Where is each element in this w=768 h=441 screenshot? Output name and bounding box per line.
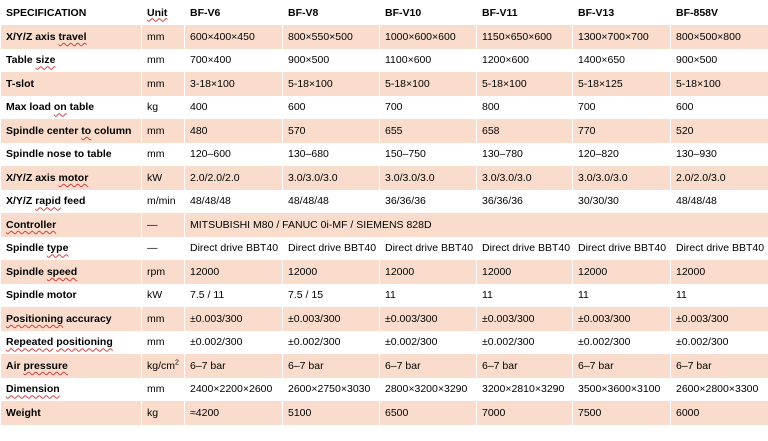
value-cell: ±0.003/300 <box>380 307 477 331</box>
table-row <box>1 378 768 402</box>
value-cell: 655 <box>380 119 477 143</box>
header-model: BF-V13 <box>573 0 671 25</box>
table-row <box>1 354 768 378</box>
value-cell: 3500×3600×3100 <box>573 378 671 402</box>
table-row <box>1 96 768 120</box>
value-cell: 600 <box>283 96 380 120</box>
value-cell: 7.5 / 15 <box>283 284 380 308</box>
value-cell: 12000 <box>671 260 768 284</box>
header-model: BF-V11 <box>477 0 573 25</box>
value-cell: ±0.002/300 <box>477 331 573 355</box>
value-cell: 11 <box>477 284 573 308</box>
value-cell: Direct drive BBT40 <box>573 237 671 261</box>
value-cell: 120–600 <box>185 143 283 167</box>
value-cell: 12000 <box>380 260 477 284</box>
unit-cell: mm <box>142 307 185 331</box>
value-cell: 2600×2750×3030 <box>283 378 380 402</box>
spec-name-cell: X/Y/Z axis motor <box>1 166 142 190</box>
value-cell: ±0.003/300 <box>671 307 768 331</box>
value-cell: 2.0/2.0/3.0 <box>671 166 768 190</box>
spec-name-cell: Max load on table <box>1 96 142 120</box>
value-cell: 150–750 <box>380 143 477 167</box>
table-header <box>1 0 768 25</box>
value-cell: 12000 <box>573 260 671 284</box>
header-unit: Unit <box>142 0 185 25</box>
unit-cell: mm <box>142 331 185 355</box>
unit-cell: m/min <box>142 190 185 214</box>
spec-name-cell: Dimension <box>1 378 142 402</box>
value-cell: 48/48/48 <box>283 190 380 214</box>
unit-cell: mm <box>142 49 185 73</box>
value-cell: 130–930 <box>671 143 768 167</box>
value-cell: 5100 <box>283 401 380 425</box>
unit-cell: — <box>142 237 185 261</box>
value-cell: 3.0/3.0/3.0 <box>477 166 573 190</box>
value-cell: 400 <box>185 96 283 120</box>
spec-name-cell: Weight <box>1 401 142 425</box>
value-cell: 5-18×125 <box>573 72 671 96</box>
spec-name-cell: Spindle center to column <box>1 119 142 143</box>
value-cell: 1000×600×600 <box>380 25 477 49</box>
value-cell: ±0.002/300 <box>185 331 283 355</box>
header-row <box>1 0 768 25</box>
spec-name-cell: Positioning accuracy <box>1 307 142 331</box>
value-cell: 700 <box>573 96 671 120</box>
value-cell: ±0.002/300 <box>573 331 671 355</box>
spec-name-cell: Spindle nose to table <box>1 143 142 167</box>
table-row <box>1 190 768 214</box>
spec-name-cell: Repeated positioning <box>1 331 142 355</box>
table-row <box>1 213 768 237</box>
value-cell: 12000 <box>477 260 573 284</box>
header-model: BF-V8 <box>283 0 380 25</box>
unit-cell: mm <box>142 378 185 402</box>
value-cell: 120–820 <box>573 143 671 167</box>
value-cell: 130–780 <box>477 143 573 167</box>
value-cell: 1100×600 <box>380 49 477 73</box>
value-cell: 5-18×100 <box>283 72 380 96</box>
table-row <box>1 72 768 96</box>
unit-cell: mm <box>142 25 185 49</box>
value-cell: ±0.003/300 <box>477 307 573 331</box>
value-cell: Direct drive BBT40 <box>185 237 283 261</box>
value-cell: Direct drive BBT40 <box>477 237 573 261</box>
header-model: BF-V6 <box>185 0 283 25</box>
table-row <box>1 25 768 49</box>
spec-name-cell: Controller <box>1 213 142 237</box>
value-cell: 6–7 bar <box>185 354 283 378</box>
table-row <box>1 143 768 167</box>
value-cell: 770 <box>573 119 671 143</box>
value-cell: 36/36/36 <box>380 190 477 214</box>
value-cell: ±0.002/300 <box>283 331 380 355</box>
header-model: BF-V10 <box>380 0 477 25</box>
value-cell: 600 <box>671 96 768 120</box>
value-cell: 3.0/3.0/3.0 <box>573 166 671 190</box>
value-cell: 658 <box>477 119 573 143</box>
header-specification: SPECIFICATION <box>1 0 142 25</box>
value-cell: 900×500 <box>671 49 768 73</box>
value-cell: 6500 <box>380 401 477 425</box>
value-cell: 5-18×100 <box>380 72 477 96</box>
table-row <box>1 401 768 425</box>
value-cell: 3.0/3.0/3.0 <box>380 166 477 190</box>
value-cell: ±0.003/300 <box>573 307 671 331</box>
value-cell: 36/36/36 <box>477 190 573 214</box>
value-cell: Direct drive BBT40 <box>380 237 477 261</box>
value-cell: 11 <box>573 284 671 308</box>
value-cell: 1200×600 <box>477 49 573 73</box>
spec-name-cell: Air pressure <box>1 354 142 378</box>
value-cell: 5-18×100 <box>477 72 573 96</box>
value-cell: 48/48/48 <box>671 190 768 214</box>
value-cell: 600×400×450 <box>185 25 283 49</box>
unit-cell: rpm <box>142 260 185 284</box>
value-cell: ±0.003/300 <box>283 307 380 331</box>
value-cell: 12000 <box>185 260 283 284</box>
value-cell: ±0.003/300 <box>185 307 283 331</box>
value-cell: ≈4200 <box>185 401 283 425</box>
value-cell: 1300×700×700 <box>573 25 671 49</box>
table-row <box>1 237 768 261</box>
table-row <box>1 49 768 73</box>
value-cell: 7000 <box>477 401 573 425</box>
unit-cell: kW <box>142 166 185 190</box>
unit-cell: mm <box>142 119 185 143</box>
controller-value-cell: MITSUBISHI M80 / FANUC 0i-MF / SIEMENS 828D <box>185 213 768 237</box>
value-cell: 7500 <box>573 401 671 425</box>
value-cell: 30/30/30 <box>573 190 671 214</box>
value-cell: 3200×2810×3290 <box>477 378 573 402</box>
value-cell: 700 <box>380 96 477 120</box>
spec-name-cell: Table size <box>1 49 142 73</box>
value-cell: 520 <box>671 119 768 143</box>
value-cell: Direct drive BBT40 <box>283 237 380 261</box>
spec-name-cell: Spindle speed <box>1 260 142 284</box>
unit-cell: kW <box>142 284 185 308</box>
value-cell: 6–7 bar <box>283 354 380 378</box>
value-cell: ±0.002/300 <box>671 331 768 355</box>
value-cell: 11 <box>671 284 768 308</box>
table-row <box>1 284 768 308</box>
value-cell: 2400×2200×2600 <box>185 378 283 402</box>
value-cell: 12000 <box>283 260 380 284</box>
value-cell: 900×500 <box>283 49 380 73</box>
spec-name-cell: Spindle motor <box>1 284 142 308</box>
unit-superscript: 2 <box>175 359 179 367</box>
value-cell: 800×500×800 <box>671 25 768 49</box>
value-cell: 130–680 <box>283 143 380 167</box>
unit-cell: kg <box>142 401 185 425</box>
header-model: BF-858V <box>671 0 768 25</box>
table-row <box>1 307 768 331</box>
value-cell: 3-18×100 <box>185 72 283 96</box>
table-row <box>1 260 768 284</box>
unit-cell: mm <box>142 72 185 96</box>
table-row <box>1 166 768 190</box>
table-body <box>1 25 768 425</box>
value-cell: 700×400 <box>185 49 283 73</box>
table-row <box>1 119 768 143</box>
value-cell: 480 <box>185 119 283 143</box>
unit-cell: $kg/cm^2$ <box>142 354 185 378</box>
value-cell: 2600×2800×3300 <box>671 378 768 402</box>
value-cell: 11 <box>380 284 477 308</box>
value-cell: 6–7 bar <box>671 354 768 378</box>
value-cell: 6–7 bar <box>477 354 573 378</box>
value-cell: 7.5 / 11 <box>185 284 283 308</box>
table-row <box>1 331 768 355</box>
unit-cell: — <box>142 213 185 237</box>
value-cell: 2800×3200×3290 <box>380 378 477 402</box>
value-cell: 3.0/3.0/3.0 <box>283 166 380 190</box>
value-cell: 570 <box>283 119 380 143</box>
value-cell: 48/48/48 <box>185 190 283 214</box>
value-cell: 800×550×500 <box>283 25 380 49</box>
value-cell: 6–7 bar <box>380 354 477 378</box>
spec-name-cell: T-slot <box>1 72 142 96</box>
spec-name-cell: X/Y/Z axis travel <box>1 25 142 49</box>
value-cell: 1150×650×600 <box>477 25 573 49</box>
value-cell: Direct drive BBT40 <box>671 237 768 261</box>
value-cell: 6000 <box>671 401 768 425</box>
value-cell: ±0.002/300 <box>380 331 477 355</box>
spec-name-cell: Spindle type <box>1 237 142 261</box>
value-cell: 2.0/2.0/2.0 <box>185 166 283 190</box>
value-cell: 5-18×100 <box>671 72 768 96</box>
unit-cell: kg <box>142 96 185 120</box>
value-cell: 6–7 bar <box>573 354 671 378</box>
spec-name-cell: X/Y/Z rapid feed <box>1 190 142 214</box>
unit-cell: mm <box>142 143 185 167</box>
value-cell: 800 <box>477 96 573 120</box>
value-cell: 1400×650 <box>573 49 671 73</box>
